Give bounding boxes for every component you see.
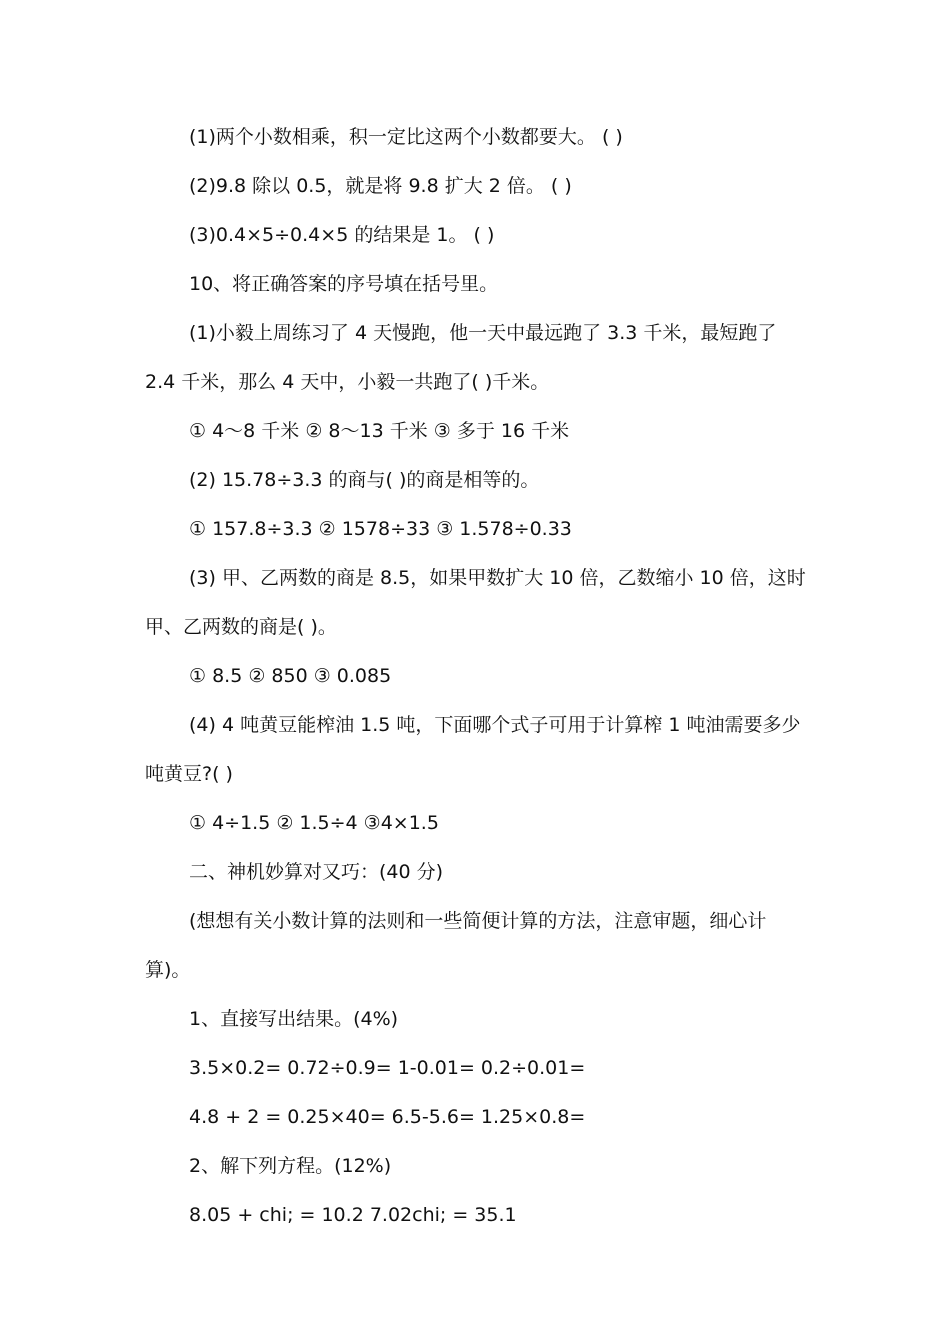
choice-question-3-options: ① 8.5 ② 850 ③ 0.085 — [189, 665, 392, 687]
document-body — [145, 113, 810, 1240]
section-10-heading: 10、将正确答案的序号填在括号里。 — [189, 273, 499, 295]
choice-question-4-options: ① 4÷1.5 ② 1.5÷4 ③4×1.5 — [189, 812, 439, 834]
choice-question-2-options: ① 157.8÷3.3 ② 1578÷33 ③ 1.578÷0.33 — [189, 518, 572, 540]
choice-question-1: (1)小毅上周练习了 4 天慢跑，他一天中最远跑了 3.3 千米，最短跑了 2.4 千米，那么 4 天中，小毅一共跑了( )千米。 — [145, 322, 783, 393]
question-3-statement: (3)0.4×5÷0.4×5 的结果是 1。 ( ) — [189, 224, 495, 246]
direct-results-row-1: 3.5×0.2= 0.72÷0.9= 1-0.01= 0.2÷0.01= — [189, 1057, 586, 1079]
equations-heading: 2、解下列方程。(12%) — [189, 1155, 392, 1177]
choice-question-3: (3) 甲、乙两数的商是 8.5，如果甲数扩大 10 倍，乙数缩小 10 倍，这时甲、乙两数的商是( )。 — [145, 567, 806, 638]
part-two-instructions: (想想有关小数计算的法则和一些简便计算的方法，注意审题，细心计算)。 — [145, 910, 767, 981]
direct-results-heading: 1、直接写出结果。(4%) — [189, 1008, 399, 1030]
part-two-heading: 二、神机妙算对又巧：(40 分) — [189, 861, 444, 883]
equations-row-1: 8.05 + chi; = 10.2 7.02chi; = 35.1 — [189, 1204, 517, 1226]
direct-results-row-2: 4.8 + 2 = 0.25×40= 6.5-5.6= 1.25×0.8= — [189, 1106, 586, 1128]
choice-question-4: (4) 4 吨黄豆能榨油 1.5 吨，下面哪个式子可用于计算榨 1 吨油需要多少吨黄豆?( ) — [145, 714, 801, 785]
question-1-statement: (1)两个小数相乘，积一定比这两个小数都要大。 ( ) — [189, 126, 623, 148]
question-2-statement: (2)9.8 除以 0.5，就是将 9.8 扩大 2 倍。 ( ) — [189, 175, 572, 197]
choice-question-1-options: ① 4～8 千米 ② 8～13 千米 ③ 多于 16 千米 — [189, 420, 570, 442]
choice-question-2: (2) 15.78÷3.3 的商与( )的商是相等的。 — [189, 469, 540, 491]
